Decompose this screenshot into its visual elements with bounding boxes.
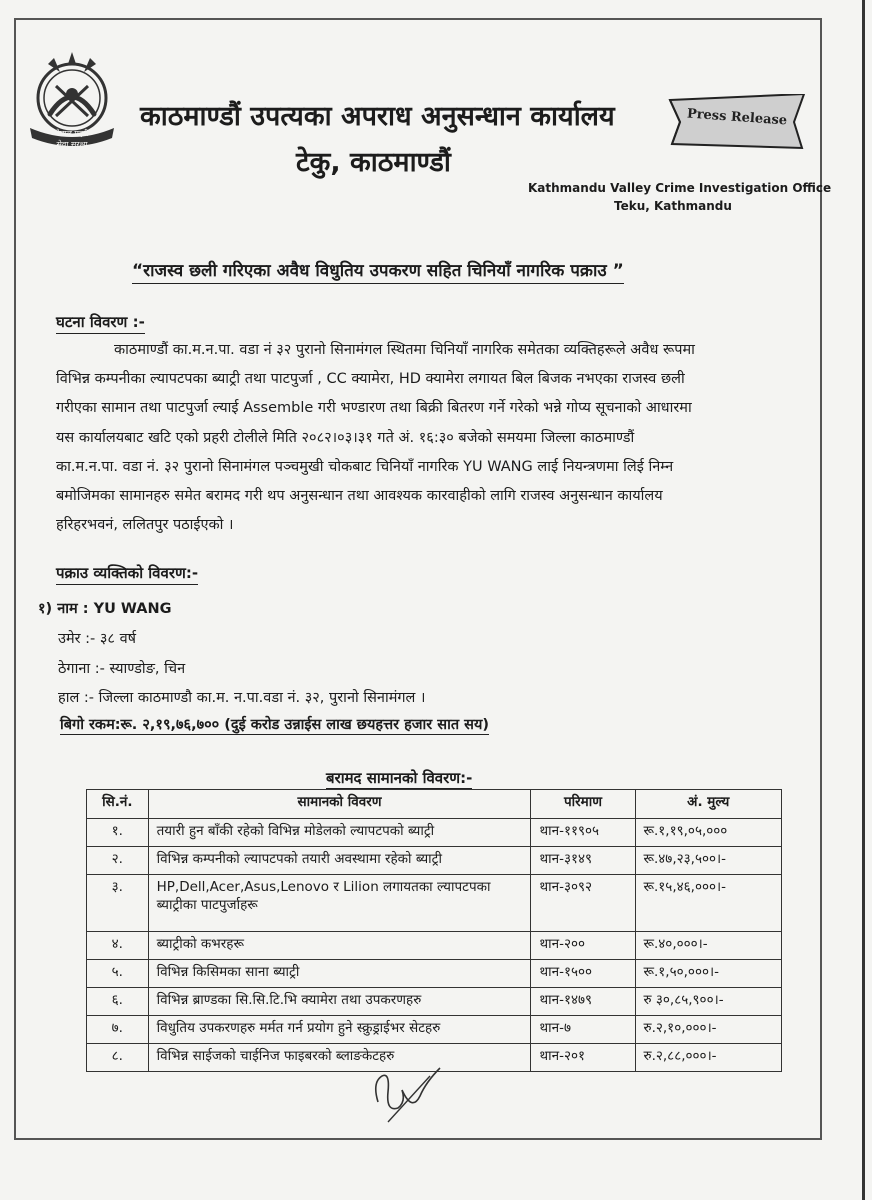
incident-line: यस कार्यालयबाट खटि एको प्रहरी टोलीले मिति २०८२।०३।३१ गते अं. १६:३० बजेको समयमा जिल्ला काठमाण्डौं — [56, 429, 635, 446]
cell-quantity: थान-३१४९ — [531, 847, 635, 875]
cell-value: रू.४७,२३,५००।- — [635, 847, 782, 875]
table-row — [87, 1016, 782, 1044]
office-location-np: टेकु, काठमाण्डौं — [296, 147, 451, 178]
incident-heading: घटना विवरण :- — [56, 312, 145, 334]
cell-value: रू.१५,४६,०००।- — [635, 875, 782, 932]
cell-description: विभिन्न कम्पनीको ल्यापटपको तयारी अवस्थामा रहेको ब्याट्री — [148, 847, 531, 875]
cell-value: रु.२,८८,०००।- — [635, 1044, 782, 1072]
table-row — [87, 819, 782, 847]
scan-edge — [862, 0, 865, 1200]
arrested-name: १) नाम : YU WANG — [38, 601, 172, 617]
cell-value: रु.२,१०,०००।- — [635, 1016, 782, 1044]
press-headline: “राजस्व छली गरिएका अवैध विधुतिय उपकरण सहित चिनियाँ नागरिक पक्राउ ” — [132, 258, 624, 284]
cell-value: रू.१,५०,०००।- — [635, 960, 782, 988]
office-title-np: काठमाण्डौं उपत्यका अपराध अनुसन्धान कार्यालय — [140, 101, 615, 132]
cell-sn: ८. — [87, 1044, 149, 1072]
cell-sn: १. — [87, 819, 149, 847]
cell-sn: ३. — [87, 875, 149, 932]
table-row — [87, 988, 782, 1016]
col-header-value: अं. मुल्य — [635, 790, 782, 819]
table-row — [87, 932, 782, 960]
cell-quantity: थान-२०० — [531, 932, 635, 960]
cell-quantity: थान-११९०५ — [531, 819, 635, 847]
cell-description: विभिन्न किसिमका साना ब्याट्री — [148, 960, 531, 988]
cell-description: विभिन्न साईजको चाईनिज फाइबरको ब्लाङकेटहरु — [148, 1044, 531, 1072]
emblem-motto: सेवा सुरक्षा — [56, 140, 88, 149]
incident-paragraph — [56, 336, 802, 540]
incident-line: विभिन्न कम्पनीका ल्यापटपका ब्याट्री तथा पाटपुर्जा , CC क्यामेरा, HD क्यामेरा लगायत बिल बिजक नभएका राजस्व छली — [56, 371, 685, 388]
arrested-current-address: हाल :- जिल्ला काठमाण्डौ का.म. न.पा.वडा नं. ३२, पुरानो सिनामंगल । — [58, 690, 426, 706]
cell-sn: ६. — [87, 988, 149, 1016]
cell-value: रू.४०,०००।- — [635, 932, 782, 960]
cell-quantity: थान-२०१ — [531, 1044, 635, 1072]
cell-description: ब्याट्रीको कभरहरू — [148, 932, 531, 960]
press-release-label: Press Release — [686, 106, 788, 129]
seized-items-table — [86, 789, 782, 1072]
office-location-en: Teku, Kathmandu — [614, 199, 732, 213]
cell-quantity: थान-३०९२ — [531, 875, 635, 932]
table-row — [87, 847, 782, 875]
cell-description: विभिन्न ब्राण्डका सि.सि.टि.भि क्यामेरा तथा उपकरणहरु — [148, 988, 531, 1016]
cell-description: तयारी हुन बाँकी रहेको विभिन्न मोडेलको ल्यापटपको ब्याट्री — [148, 819, 531, 847]
col-header-description: सामानको विवरण — [148, 790, 531, 819]
incident-line: हरिहरभवनं, ललितपुर पठाईएको । — [56, 517, 234, 534]
cell-sn: ४. — [87, 932, 149, 960]
cell-value: रु ३०,८५,९००।- — [635, 988, 782, 1016]
emblem-text: नेपाल प्रहरी — [55, 129, 89, 138]
table-row — [87, 875, 782, 932]
cell-quantity: थान-१४७९ — [531, 988, 635, 1016]
table-header-row — [87, 790, 782, 819]
arrested-age: उमेर :- ३८ वर्ष — [58, 631, 137, 647]
cell-sn: ५. — [87, 960, 149, 988]
incident-line: बमोजिमका सामानहरु समेत बरामद गरी थप अनुसन्धान तथा आवश्यक कारवाहीको लागि राजस्व अनुसन्धान कार्यालय — [56, 487, 663, 504]
cell-sn: ७. — [87, 1016, 149, 1044]
nepal-police-emblem-icon — [20, 50, 124, 154]
col-header-quantity: परिमाण — [531, 790, 635, 819]
loss-amount: बिगो रकम:रू. २,१९,७६,७०० (दुई करोड उन्नाईस लाख छयहत्तर हजार सात सय) — [60, 714, 489, 735]
table-row — [87, 960, 782, 988]
cell-quantity: थान-७ — [531, 1016, 635, 1044]
cell-description: विधुतिय उपकरणहरु मर्मत गर्न प्रयोग हुने स्क्रुड्राईभर सेटहरु — [148, 1016, 531, 1044]
cell-value: रू.१,१९,०५,००० — [635, 819, 782, 847]
incident-line: काठमाण्डौं का.म.न.पा. वडा नं ३२ पुरानो सिनामंगल स्थितमा चिनियाँ नागरिक समेतका व्यक्तिहरूले अवैध रूपमा — [114, 342, 695, 358]
cell-description: HP,Dell,Acer,Asus,Lenovo र Lilion लगायतका ल्यापटपका ब्याट्रीका पाटपुर्जाहरू — [148, 875, 531, 932]
cell-sn: २. — [87, 847, 149, 875]
arrested-heading: पक्राउ व्यक्तिको विवरण:- — [56, 563, 198, 585]
signature — [368, 1062, 448, 1132]
seized-items-title: बरामद सामानको विवरण:- — [326, 769, 473, 787]
police-emblem-logo — [20, 50, 124, 154]
col-header-sn: सि.नं. — [87, 790, 149, 819]
office-title-en: Kathmandu Valley Crime Investigation Office — [528, 181, 832, 195]
arrested-address: ठेगाना :- स्याण्डोङ, चिन — [58, 661, 186, 677]
cell-quantity: थान-१५०० — [531, 960, 635, 988]
incident-line: गरीएका सामान तथा पाटपुर्जा ल्याई Assemble गरी भण्डारण तथा बिक्री बितरण गर्ने गरेको भन्ने गोप्य सूचनाको आधारमा — [56, 400, 692, 417]
incident-line: का.म.न.पा. वडा नं. ३२ पुरानो सिनामंगल पञ्चमुखी चोकबाट चिनियाँ नागरिक YU WANG लाई नियन्त्रणमा लिई निम्न — [56, 458, 674, 475]
